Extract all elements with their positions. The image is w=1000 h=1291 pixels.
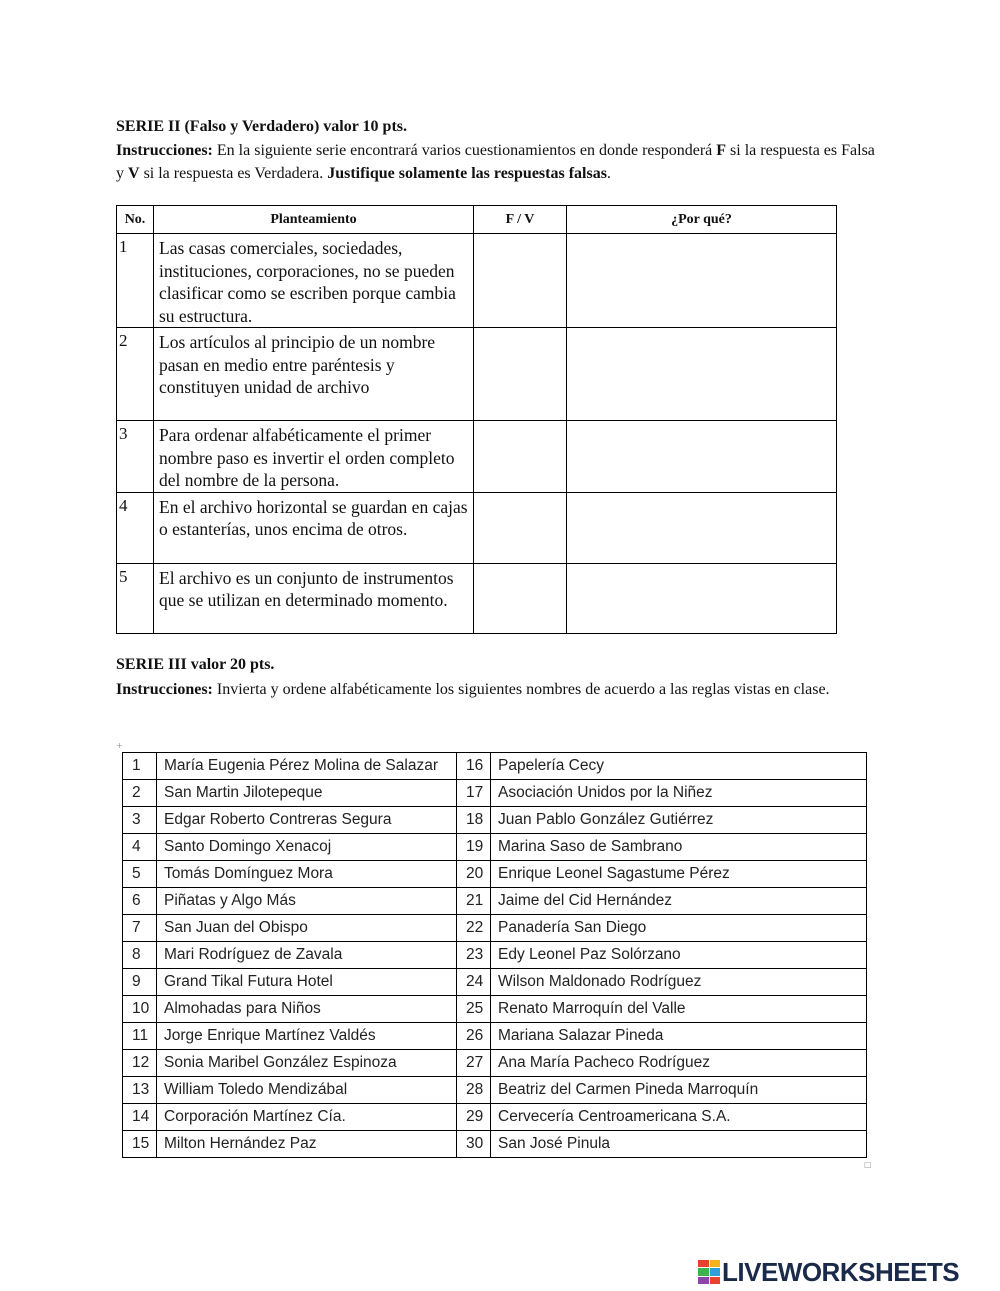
name-cell: Renato Marroquín del Valle [491,996,867,1023]
name-cell: Corporación Martínez Cía. [157,1104,457,1131]
serie2-instructions [116,139,876,185]
statement-number: 3 [117,421,154,493]
statement-text: El archivo es un conjunto de instrumentos que se utilizan en determinado momento. [154,563,474,633]
name-cell: Cervecería Centroamericana S.A. [491,1104,867,1131]
table-row [123,996,867,1023]
name-number: 30 [457,1131,491,1158]
table-row [123,1104,867,1131]
why-answer-cell[interactable] [567,421,837,493]
name-number: 27 [457,1050,491,1077]
name-cell: Mari Rodríguez de Zavala [157,942,457,969]
instr-text: si la respuesta es Verdadera. [139,165,328,182]
name-number: 2 [123,780,157,807]
name-cell: Edgar Roberto Contreras Segura [157,807,457,834]
name-number: 16 [457,753,491,780]
instr-f: F [716,142,727,159]
statement-number: 1 [117,234,154,328]
name-cell: Juan Pablo González Gutiérrez [491,807,867,834]
table-row [123,1050,867,1077]
table-row [123,1023,867,1050]
name-number: 19 [457,834,491,861]
header-why: ¿Por qué? [567,206,837,234]
name-cell: Marina Saso de Sambrano [491,834,867,861]
name-number: 20 [457,861,491,888]
name-cell: Enrique Leonel Sagastume Pérez [491,861,867,888]
statement-text: Los artículos al principio de un nombre pasan en medio entre paréntesis y constituyen unidad de archivo [154,328,474,421]
name-cell: Milton Hernández Paz [157,1131,457,1158]
table-row [123,753,867,780]
statement-row [117,234,837,328]
why-answer-cell[interactable] [567,328,837,421]
instr-text: Invierta y ordene alfabéticamente los siguientes nombres de acuerdo a las reglas vistas en clase. [212,681,830,698]
instr-text: . [606,165,611,182]
name-cell: William Toledo Mendizábal [157,1077,457,1104]
statement-row [117,421,837,493]
fv-answer-cell[interactable] [474,421,567,493]
name-cell: Panadería San Diego [491,915,867,942]
name-cell: María Eugenia Pérez Molina de Salazar [157,753,457,780]
table-row [123,1077,867,1104]
header-no: No. [117,206,154,234]
instr-emphasis: Justifique solamente las respuestas falsas [327,165,607,182]
header-statement: Planteamiento [154,206,474,234]
name-cell: Sonia Maribel González Espinoza [157,1050,457,1077]
statement-row [117,328,837,421]
statement-text: Para ordenar alfabéticamente el primer nombre paso es invertir el orden completo del nombre de la persona. [154,421,474,493]
name-number: 7 [123,915,157,942]
instr-text: En la siguiente serie encontrará varios cuestionamientos en donde responderá [212,142,717,159]
statement-text: Las casas comerciales, sociedades, instituciones, corporaciones, no se pueden clasificar como se escriben porque cambia su estructura. [154,234,474,328]
instr-v: V [128,165,140,182]
table-row [123,969,867,996]
statement-row [117,492,837,563]
name-cell: Wilson Maldonado Rodríguez [491,969,867,996]
table-anchor-icon: + [116,741,123,750]
name-cell: Papelería Cecy [491,753,867,780]
name-cell: Tomás Domínguez Mora [157,861,457,888]
true-false-table [116,205,837,634]
fv-answer-cell[interactable] [474,492,567,563]
table-resize-icon: □ [864,1160,872,1169]
name-number: 6 [123,888,157,915]
name-number: 12 [123,1050,157,1077]
liveworksheets-logo [698,1258,959,1286]
table-row [123,888,867,915]
name-number: 4 [123,834,157,861]
name-number: 13 [123,1077,157,1104]
serie2-title: SERIE II (Falso y Verdadero) valor 10 pts. [116,118,407,135]
fv-answer-cell[interactable] [474,563,567,633]
table-row [123,1131,867,1158]
statement-number: 4 [117,492,154,563]
name-cell: Beatriz del Carmen Pineda Marroquín [491,1077,867,1104]
name-number: 3 [123,807,157,834]
name-number: 8 [123,942,157,969]
header-fv: F / V [474,206,567,234]
name-number: 26 [457,1023,491,1050]
table-row [123,915,867,942]
statement-number: 5 [117,563,154,633]
table-row [123,861,867,888]
instr-label: Instrucciones: [116,681,213,698]
name-number: 15 [123,1131,157,1158]
name-cell: Grand Tikal Futura Hotel [157,969,457,996]
statement-row [117,563,837,633]
statement-number: 2 [117,328,154,421]
name-number: 23 [457,942,491,969]
name-number: 25 [457,996,491,1023]
why-answer-cell[interactable] [567,234,837,328]
name-number: 24 [457,969,491,996]
table-row [123,807,867,834]
fv-answer-cell[interactable] [474,328,567,421]
name-cell: Ana María Pacheco Rodríguez [491,1050,867,1077]
name-cell: Jorge Enrique Martínez Valdés [157,1023,457,1050]
table-row [123,834,867,861]
name-cell: Almohadas para Niños [157,996,457,1023]
name-number: 1 [123,753,157,780]
name-cell: Jaime del Cid Hernández [491,888,867,915]
name-cell: San Juan del Obispo [157,915,457,942]
instr-text: si la respuesta es Falsa y [116,142,875,182]
logo-text: LIVEWORKSHEETS [722,1256,960,1287]
fv-answer-cell[interactable] [474,234,567,328]
table-row [123,780,867,807]
instr-label: Instrucciones: [116,142,213,159]
table-header-row [117,206,837,234]
statement-text: En el archivo horizontal se guardan en cajas o estanterías, unos encima de otros. [154,492,474,563]
name-cell: Piñatas y Algo Más [157,888,457,915]
name-number: 14 [123,1104,157,1131]
name-number: 17 [457,780,491,807]
why-answer-cell[interactable] [567,563,837,633]
serie3-title: SERIE III valor 20 pts. [116,656,275,673]
why-answer-cell[interactable] [567,492,837,563]
table-row [123,942,867,969]
name-number: 10 [123,996,157,1023]
name-number: 29 [457,1104,491,1131]
name-number: 18 [457,807,491,834]
serie3-instructions [116,678,878,701]
name-cell: Santo Domingo Xenacoj [157,834,457,861]
name-number: 22 [457,915,491,942]
name-cell: San Martin Jilotepeque [157,780,457,807]
name-number: 21 [457,888,491,915]
name-number: 28 [457,1077,491,1104]
liveworksheets-logo-icon [698,1260,720,1284]
name-cell: Edy Leonel Paz Solórzano [491,942,867,969]
name-cell: Asociación Unidos por la Niñez [491,780,867,807]
names-table [122,752,867,1158]
name-cell: Mariana Salazar Pineda [491,1023,867,1050]
name-number: 9 [123,969,157,996]
name-number: 5 [123,861,157,888]
name-number: 11 [123,1023,157,1050]
name-cell: San José Pinula [491,1131,867,1158]
